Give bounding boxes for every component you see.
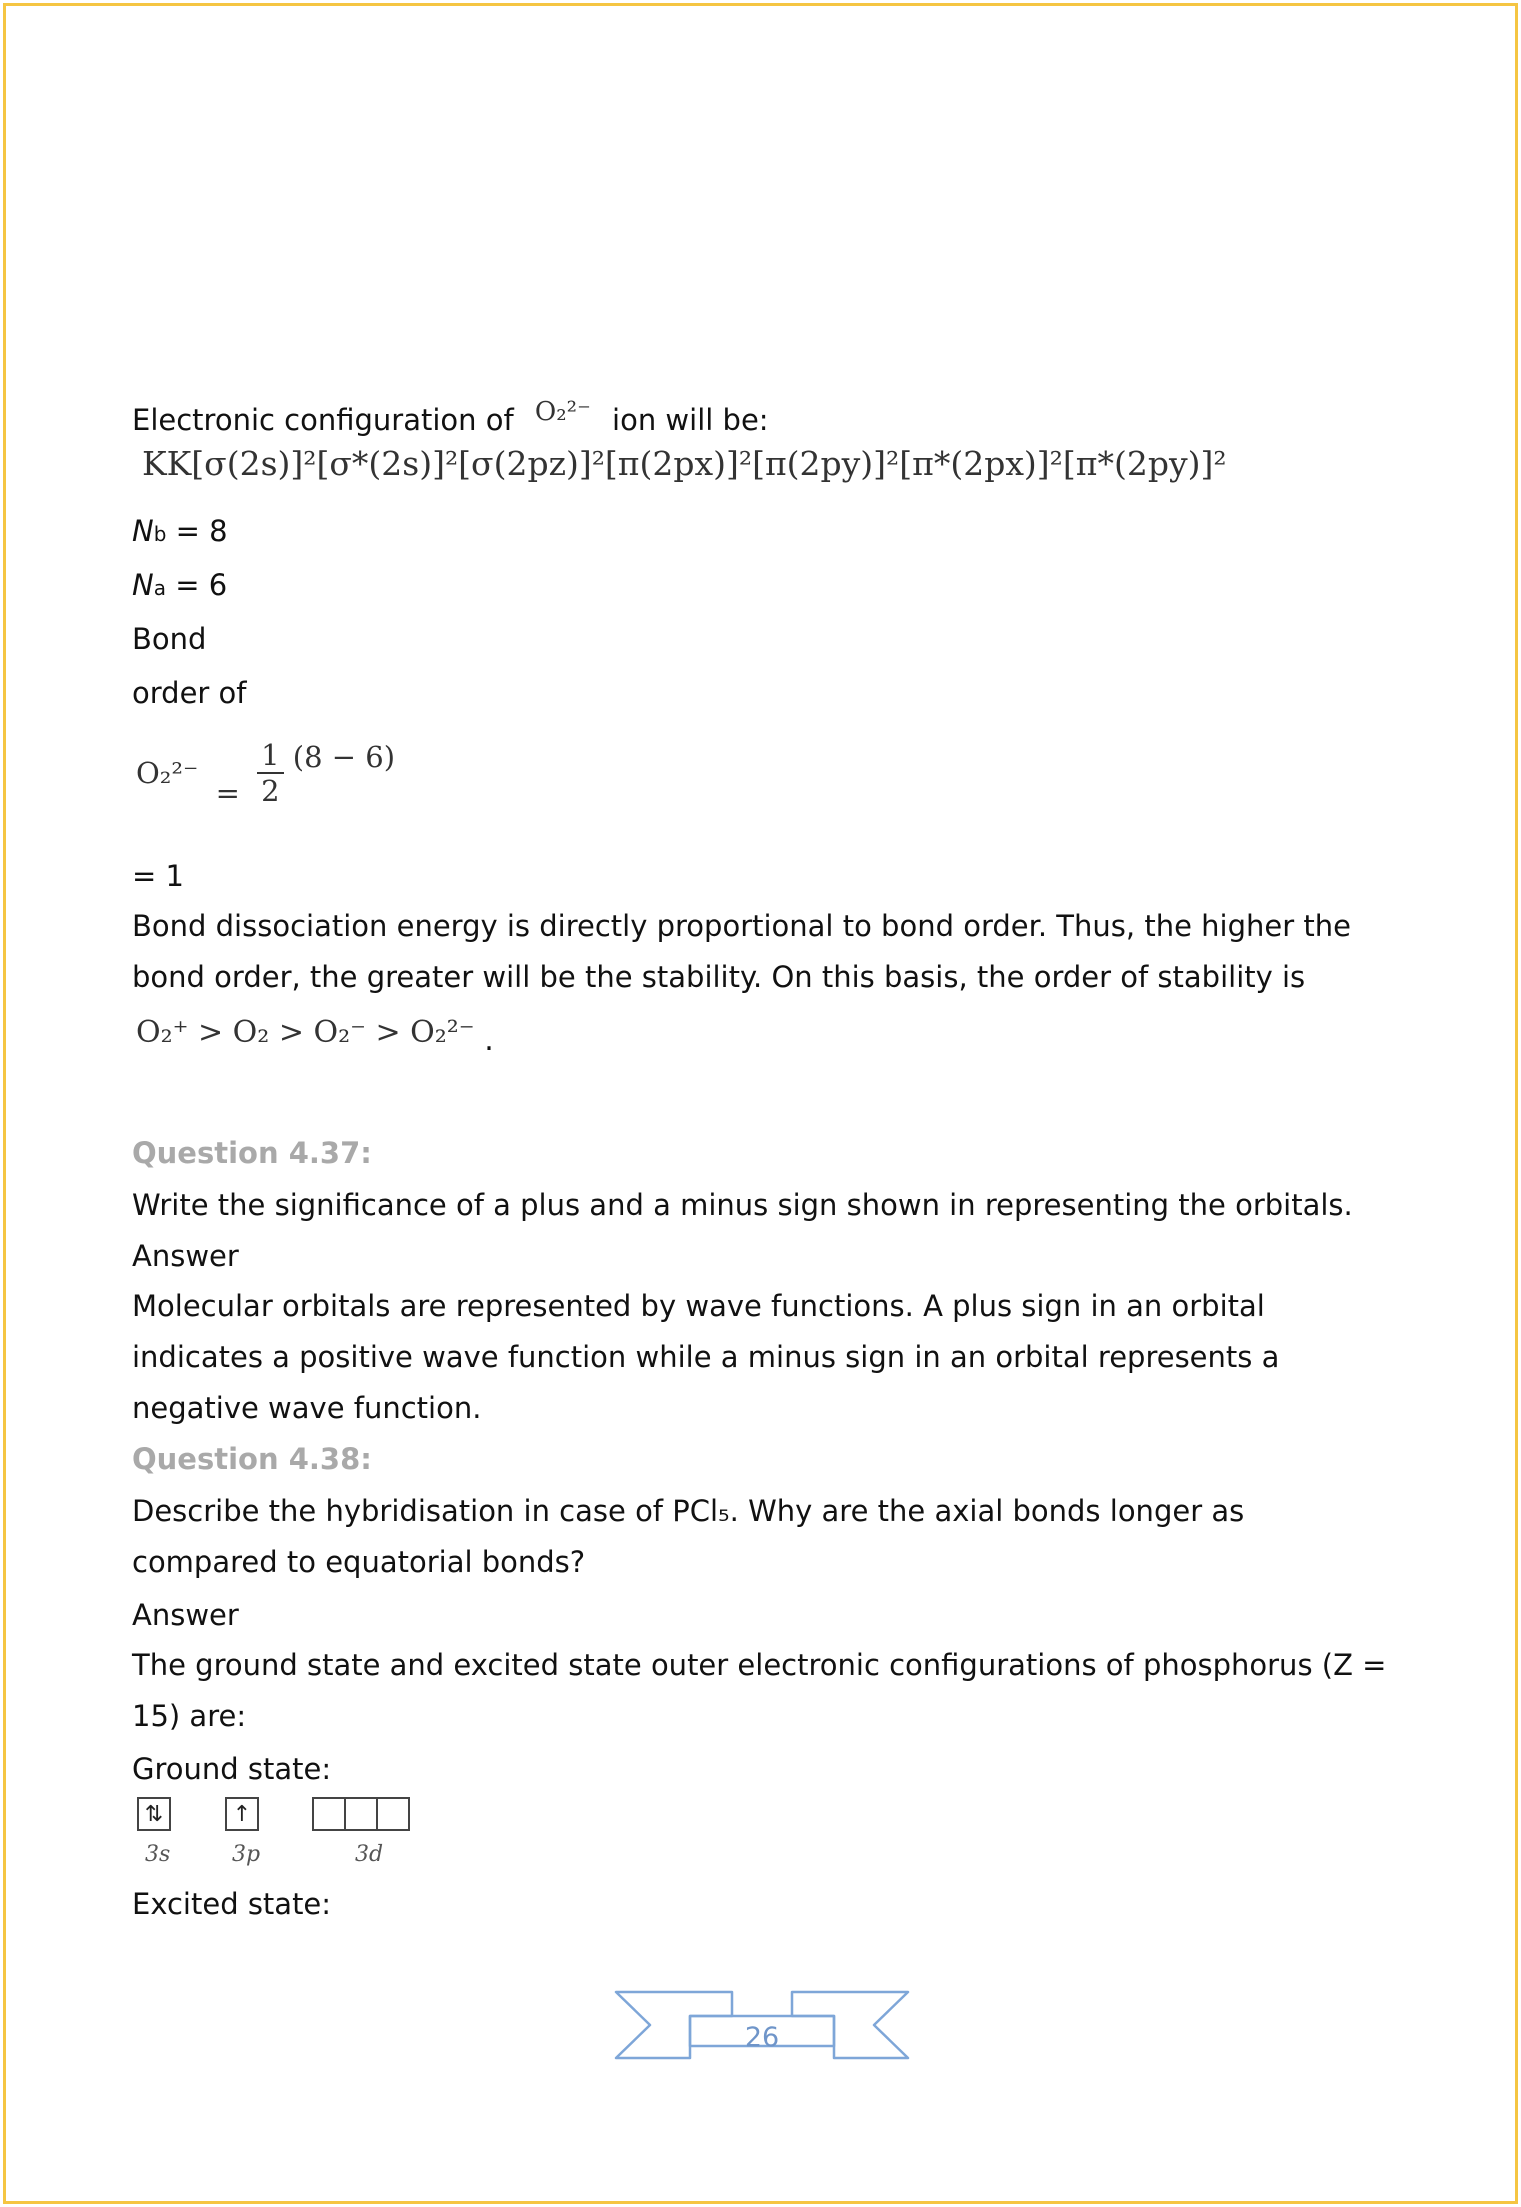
- config-intro-line: [132, 392, 769, 440]
- question-4-38-text: Describe the hybridisation in case of PCl₅. Why are the axial bonds longer as compared to equatorial bonds?: [132, 1494, 1245, 1579]
- fraction-numerator: 1: [257, 738, 283, 774]
- orbital-3p-label: 3p: [232, 1842, 261, 1867]
- formula-expression: (8 − 6): [292, 740, 396, 774]
- question-4-37-answer: Molecular orbitals are represented by wave functions. A plus sign in an orbital indicates a positive wave function while a minus sign in an orbital represents a negative wave function.: [132, 1289, 1280, 1425]
- stability-period: .: [484, 1023, 494, 1058]
- nb-value: = 8: [175, 514, 228, 548]
- stability-order: O₂⁺ > O₂ > O₂⁻ > O₂²⁻: [136, 1015, 475, 1050]
- config-intro-suffix: ion will be:: [612, 403, 769, 437]
- order-of-text: order of: [132, 676, 247, 710]
- bond-text: Bond: [132, 622, 207, 656]
- orbital-3d-box-1: [312, 1797, 346, 1831]
- page-number: 26: [744, 2022, 780, 2053]
- question-4-38-heading: Question 4.38:: [132, 1442, 372, 1476]
- dissociation-paragraph: Bond dissociation energy is directly proportional to bond order. Thus, the higher the bond order, the greater will be the stability. On this basis, the order of stability is: [132, 909, 1351, 994]
- nb-line: [132, 511, 228, 554]
- fraction-denominator: 2: [261, 774, 280, 808]
- orbital-3s-fill: ⇅: [137, 1797, 171, 1831]
- electronic-configuration: KK[σ(2s)]²[σ*(2s)]²[σ(2pz)]²[π(2px)]²[π(2py)]²[π*(2px)]²[π*(2py)]²: [142, 444, 1227, 483]
- na-subscript: a: [153, 576, 166, 600]
- stability-order-line: [136, 1015, 494, 1058]
- bond-order-result: = 1: [132, 859, 184, 893]
- question-4-38-answer-label: Answer: [132, 1598, 239, 1632]
- config-intro-prefix: Electronic configuration of: [132, 403, 514, 437]
- bond-order-formula: [136, 738, 395, 810]
- question-4-37-heading: Question 4.37:: [132, 1136, 372, 1170]
- question-4-37-answer-label: Answer: [132, 1239, 239, 1273]
- orbital-3d-box-2: [344, 1797, 378, 1831]
- orbital-3s-label: 3s: [145, 1842, 171, 1867]
- orbital-3p-box: [225, 1797, 259, 1831]
- question-4-38-answer: The ground state and excited state outer electronic configurations of phosphorus (Z = 15) are:: [132, 1648, 1387, 1733]
- ground-state-label: Ground state:: [132, 1752, 332, 1786]
- question-4-37-text: Write the significance of a plus and a minus sign shown in representing the orbitals.: [132, 1188, 1353, 1222]
- excited-state-label: Excited state:: [132, 1887, 332, 1921]
- orbital-3p-fill: ↑: [225, 1797, 259, 1831]
- orbital-3s-box: [137, 1797, 171, 1831]
- na-line: [132, 565, 227, 608]
- orbital-3d-box-3: [376, 1797, 410, 1831]
- orbital-3d-label: 3d: [355, 1842, 384, 1867]
- ion-formula: O₂²⁻: [534, 397, 591, 427]
- nb-symbol: N: [132, 514, 154, 548]
- formula-fraction: [257, 738, 283, 808]
- formula-equals: =: [215, 776, 240, 810]
- page-border: [3, 3, 1518, 2204]
- na-value: = 6: [175, 568, 228, 602]
- formula-species: O₂²⁻: [136, 756, 199, 790]
- nb-subscript: b: [153, 522, 167, 546]
- orbital-3d-boxes: [312, 1797, 410, 1831]
- na-symbol: N: [132, 568, 154, 602]
